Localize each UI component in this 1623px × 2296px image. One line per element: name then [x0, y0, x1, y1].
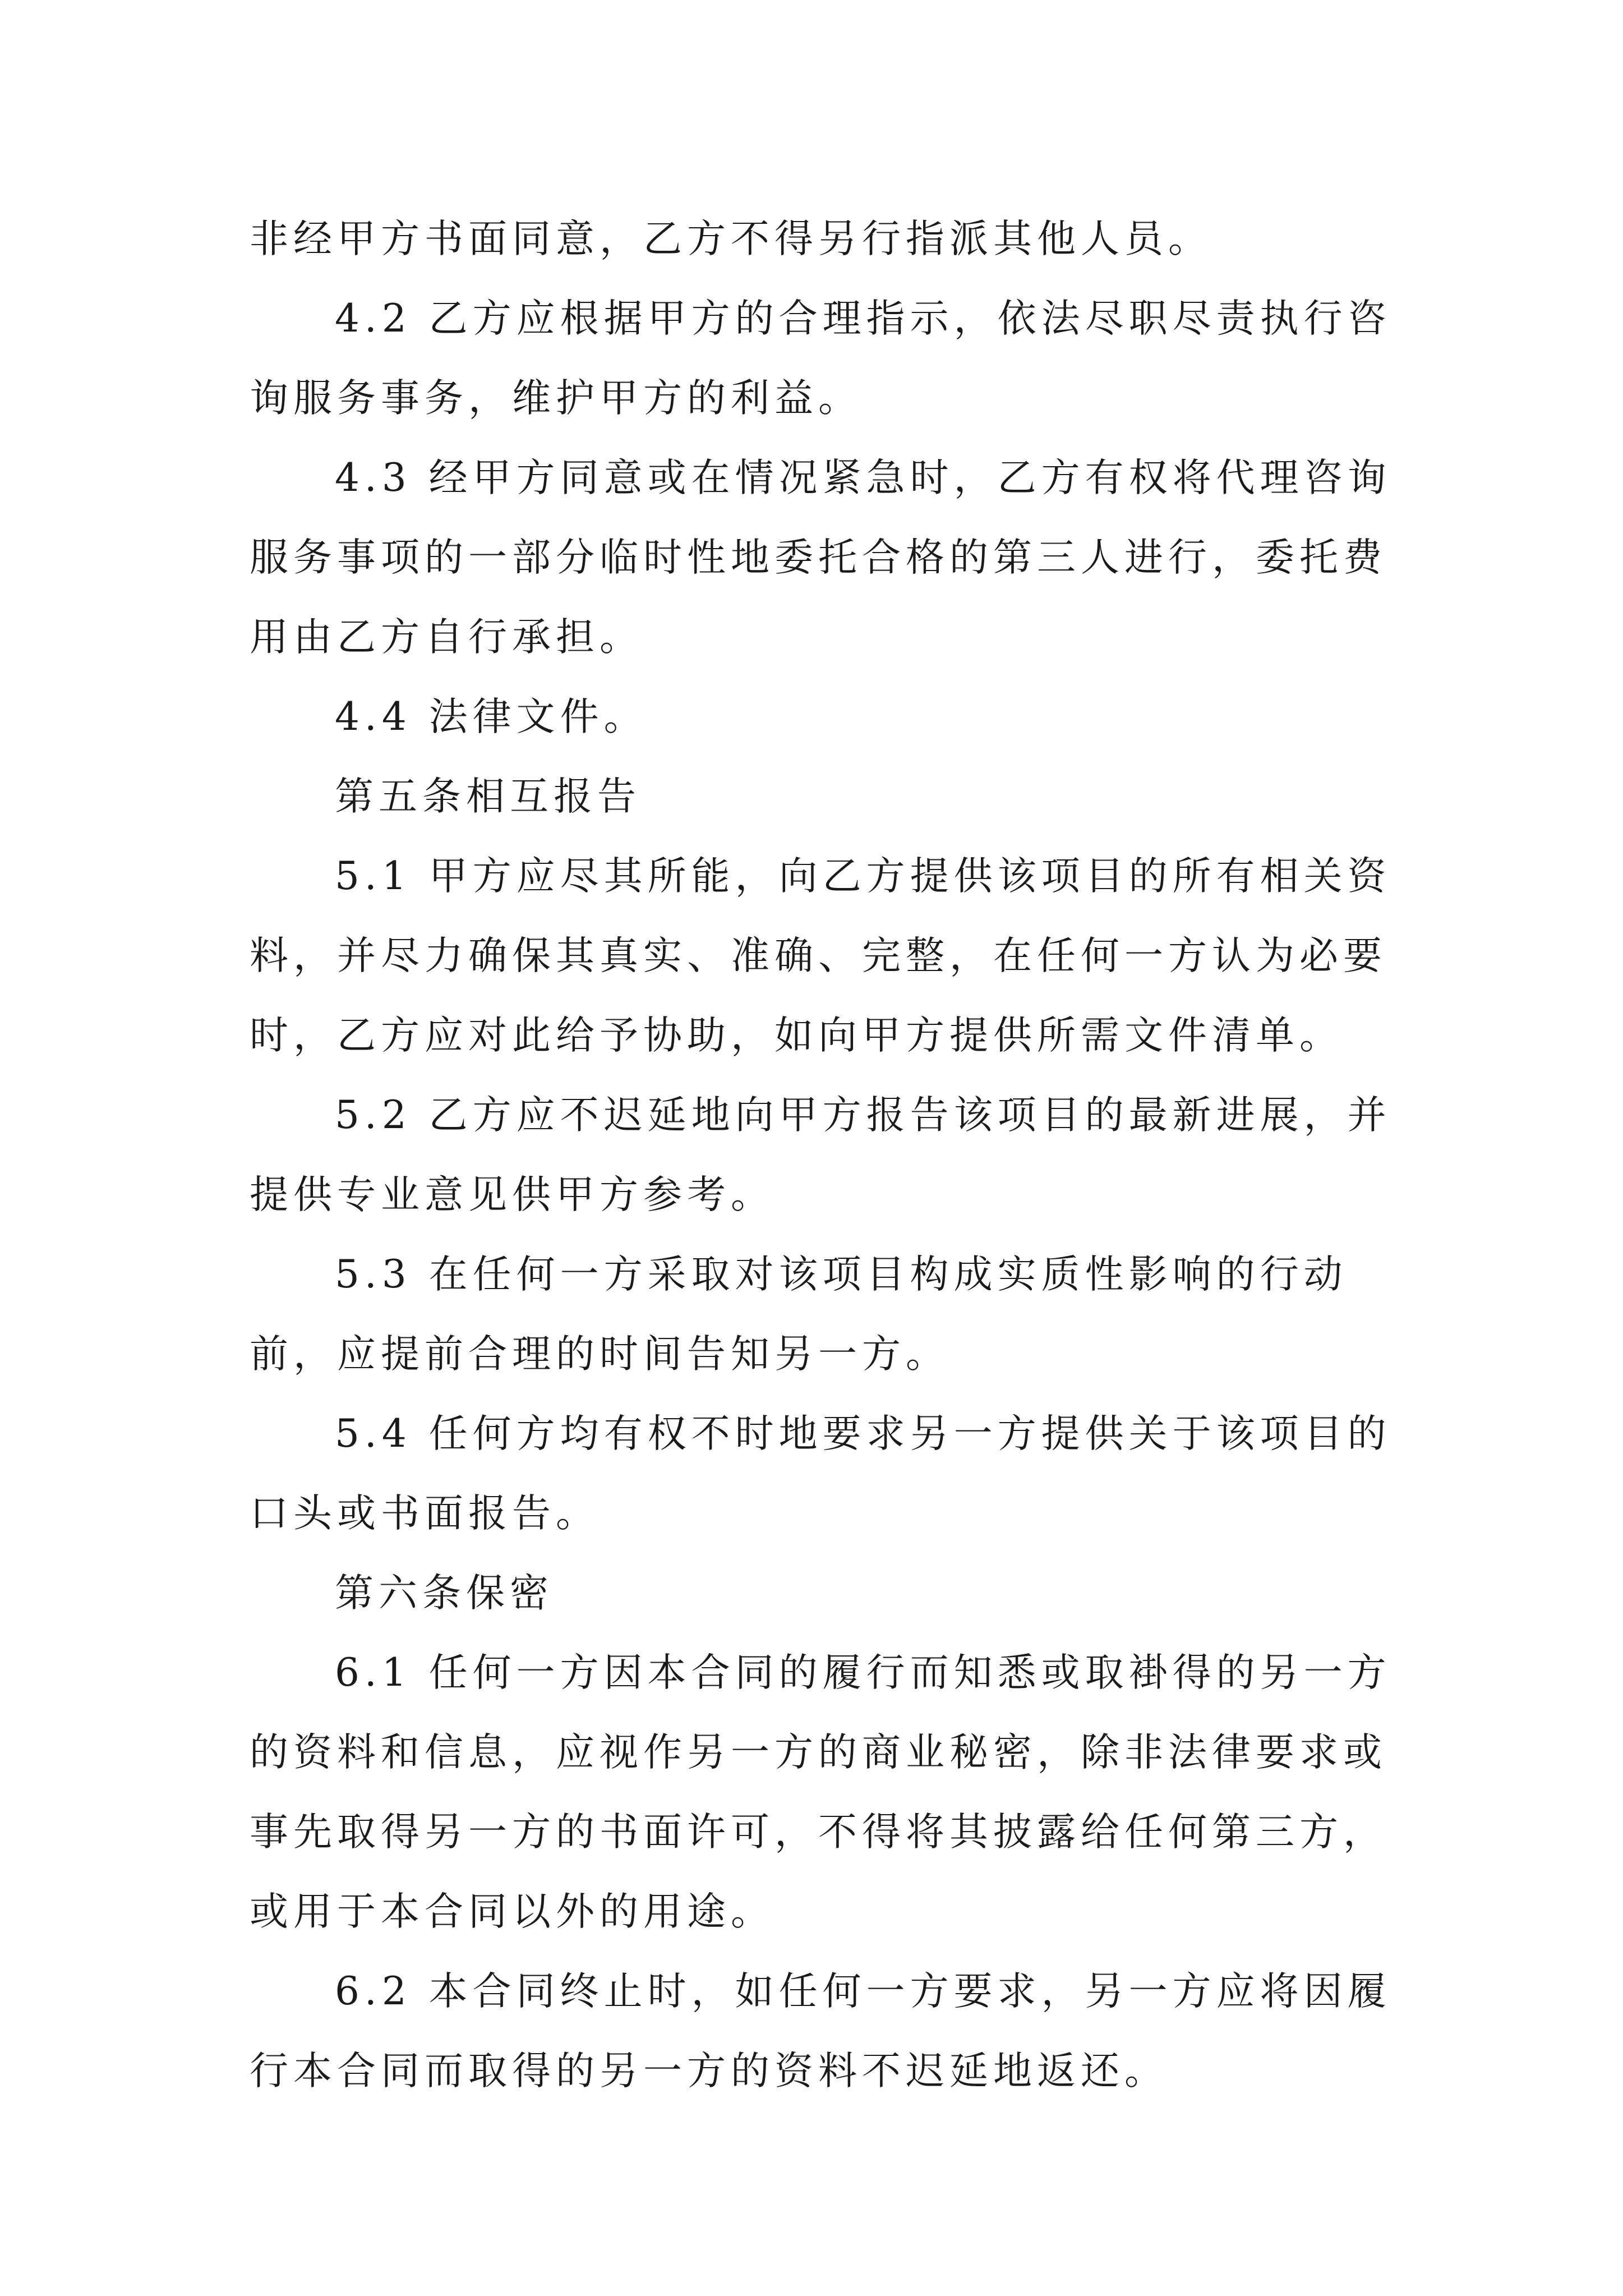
paragraph-4-3: 4.3 经甲方同意或在情况紧急时，乙方有权将代理咨询服务事项的一部分临时性地委托合格的第三人进行，委托费用由乙方自行承担。	[250, 455, 1391, 660]
paragraph-5-2: 5.2 乙方应不迟延地向甲方报告该项目的最新进展，并提供专业意见供甲方参考。	[250, 1093, 1391, 1217]
paragraph-4-4: 4.4 法律文件。	[335, 694, 648, 739]
section-heading-5: 第五条相互报告	[335, 774, 641, 819]
paragraph-5-3: 5.3 在任何一方采取对该项目构成实质性影响的行动前，应提前合理的时间告知另一方。	[250, 1252, 1348, 1377]
paragraph-continuation: 非经甲方书面同意，乙方不得另行指派其他人员。	[250, 217, 1212, 261]
document-body	[250, 199, 1394, 2111]
paragraph-5-4: 5.4 任何方均有权不时地要求另一方提供关于该项目的口头或书面报告。	[250, 1411, 1391, 1536]
paragraph-4-2: 4.2 乙方应根据甲方的合理指示，依法尽职尽责执行咨询服务事务，维护甲方的利益。	[250, 296, 1391, 421]
paragraph-6-1: 6.1 任何一方因本合同的履行而知悉或取褂得的另一方的资料和信息，应视作另一方的商业秘密，除非法律要求或事先取得另一方的书面许可，不得将其披露给任何第三方，或用于本合同以外的用途。	[250, 1650, 1391, 1934]
paragraph-5-1: 5.1 甲方应尽其所能，向乙方提供该项目的所有相关资料，并尽力确保其真实、准确、完整，在任何一方认为必要时，乙方应对此给予协助，如向甲方提供所需文件清单。	[250, 854, 1391, 1058]
section-heading-6: 第六条保密	[335, 1571, 554, 1616]
paragraph-6-2: 6.2 本合同终止时，如任何一方要求，另一方应将因履行本合同而取得的另一方的资料不迟延地返还。	[250, 1969, 1391, 2093]
